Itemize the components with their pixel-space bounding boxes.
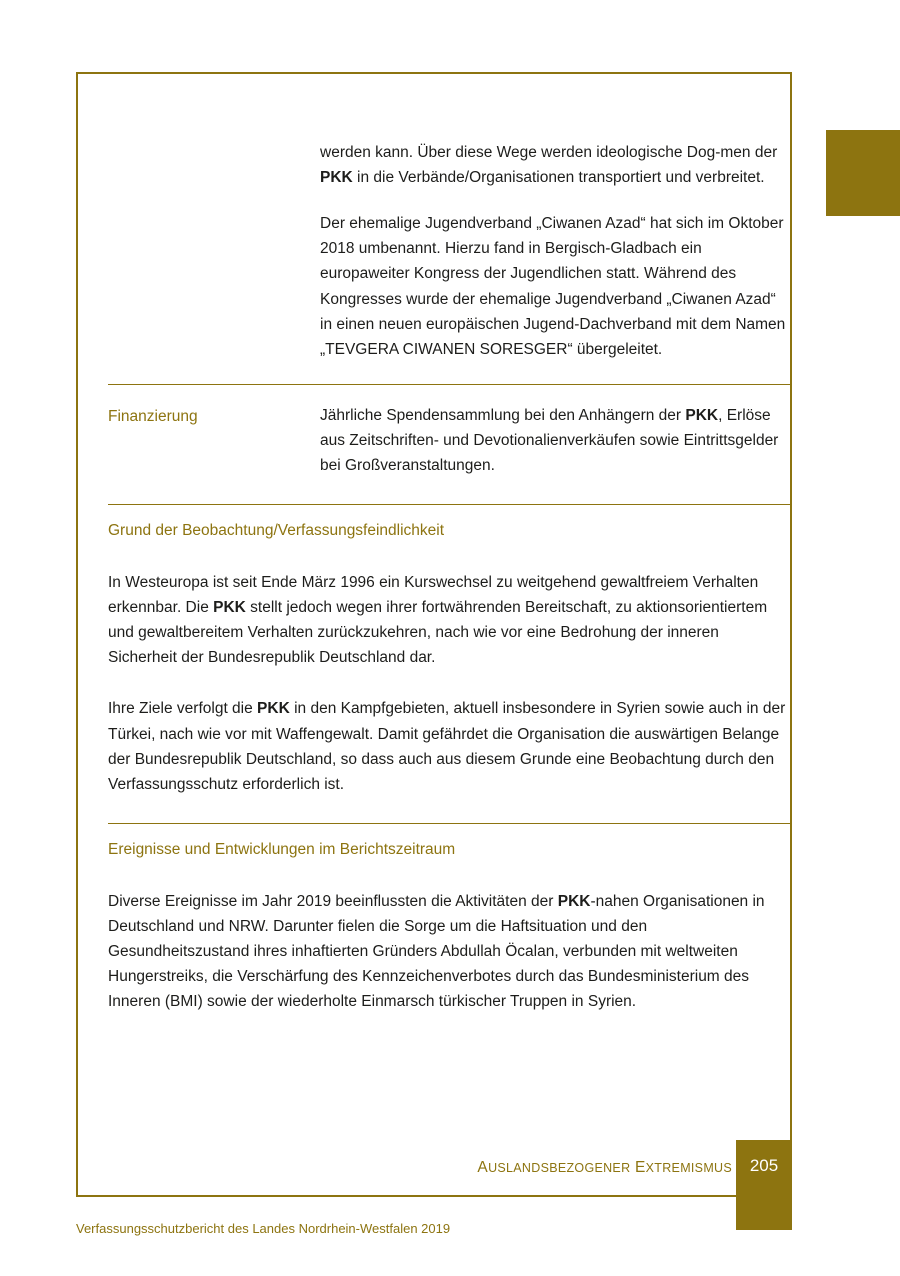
pkk-bold-5: PKK bbox=[557, 892, 591, 910]
paragraph-top-2: Der ehemalige Jugendverband „Ciwanen Azad“ hat sich im Oktober 2018 umbenannt. Hierzu fand in Bergisch-Gladbach ein europaweiter Kongress der Jugendlichen statt. Während des Kongresses wurde der ehemalige Jugendverband „Ciwanen Azad“ in einen neuen europäischen Jugend-Dachverband mit dem Namen „TEVGERA CIWANEN SORESGER“ übergeleitet. bbox=[320, 215, 786, 358]
chapter-thumb-tab bbox=[826, 130, 900, 216]
page-number-badge bbox=[736, 1140, 792, 1230]
pkk-bold-2: PKK bbox=[685, 406, 719, 424]
pkk-bold-3: PKK bbox=[213, 599, 246, 617]
divider-financing-top bbox=[108, 384, 792, 385]
footer-chapter-title bbox=[360, 1159, 732, 1177]
paragraph-top-1-post: in die Verbände/Organisationen transportiert und verbreitet. bbox=[352, 169, 765, 187]
paragraph-top-1 bbox=[320, 140, 792, 190]
section-heading-ereignisse: Ereignisse und Entwicklungen im Berichtszeitraum bbox=[108, 840, 456, 858]
financing-row bbox=[108, 403, 792, 478]
financing-text bbox=[320, 403, 792, 478]
section1-paragraph-1 bbox=[108, 570, 792, 670]
section1-paragraph-1-post: stellt jedoch wegen ihrer fortwährenden Bereitschaft, zu aktionsorientiertem und gewaltbereitem Verhalten zurückzukehren, nach wie vor eine Bedrohung der inneren Sicherheit der Bundesrepublik Deutschland dar. bbox=[108, 599, 768, 667]
section2-paragraph-1 bbox=[108, 889, 792, 1015]
financing-text-post: , Erlöse aus Zeitschriften- und Devotionalienverkäufen sowie Eintrittsgelder bei Großveranstaltungen. bbox=[320, 406, 779, 475]
page-number-text: 205 bbox=[749, 1156, 779, 1175]
section1-paragraph-1-pre: In Westeuropa ist seit Ende März 1996 ein Kurswechsel zu weitgehend gewaltfreiem Verhalten erkennbar. Die bbox=[108, 574, 759, 617]
section2-paragraph-1-pre: Diverse Ereignisse im Jahr 2019 beeinflussten die Aktivitäten der bbox=[108, 892, 558, 910]
section1-paragraph-2-post: in den Kampfgebieten, aktuell insbesondere in Syrien sowie auch in der Türkei, nach wie vor mit Waffengewalt. Damit gefährdet die Organisation die auswärtigen Belange der Bundesrepublik Deutschland, so dass auch aus diesem Grunde eine Beobachtung durch den Verfassungsschutz erforderlich ist. bbox=[108, 700, 786, 793]
footer-source-line: Verfassungsschutzbericht des Landes Nordrhein-Westfalen 2019 bbox=[76, 1221, 451, 1236]
financing-text-pre: Jährliche Spendensammlung bei den Anhängern der bbox=[320, 406, 686, 424]
section1-paragraph-2-pre: Ihre Ziele verfolgt die bbox=[108, 700, 258, 718]
financing-label: Finanzierung bbox=[108, 407, 198, 425]
section1-paragraph-2 bbox=[108, 696, 792, 796]
paragraph-top-1-pre: werden kann. Über diese Wege werden ideologische Dog-men der bbox=[320, 144, 778, 161]
section2-paragraph-1-post: -nahen Organisationen in Deutschland und NRW. Darunter fielen die Sorge um die Haftsituation und den Gesundheitszustand ihres inhaftierten Gründers Abdullah Öcalan, verbunden mit weltweiten Hungerstreiks, die Verschärfung des Kennzeichenverbotes durch das Bundesministerium des Inneren (BMI) sowie der wiederholte Einmarsch türkischer Truppen in Syrien. bbox=[108, 892, 765, 1011]
pkk-bold-1: PKK bbox=[320, 169, 353, 187]
footer-chapter-text: AUSLANDSBEZOGENER EXTREMISMUS bbox=[477, 1159, 732, 1176]
pkk-bold-4: PKK bbox=[257, 700, 290, 718]
divider-section-1 bbox=[108, 504, 792, 505]
page-content bbox=[108, 140, 792, 1014]
divider-section-2 bbox=[108, 823, 792, 824]
section-heading-grund: Grund der Beobachtung/Verfassungsfeindlichkeit bbox=[108, 522, 445, 540]
